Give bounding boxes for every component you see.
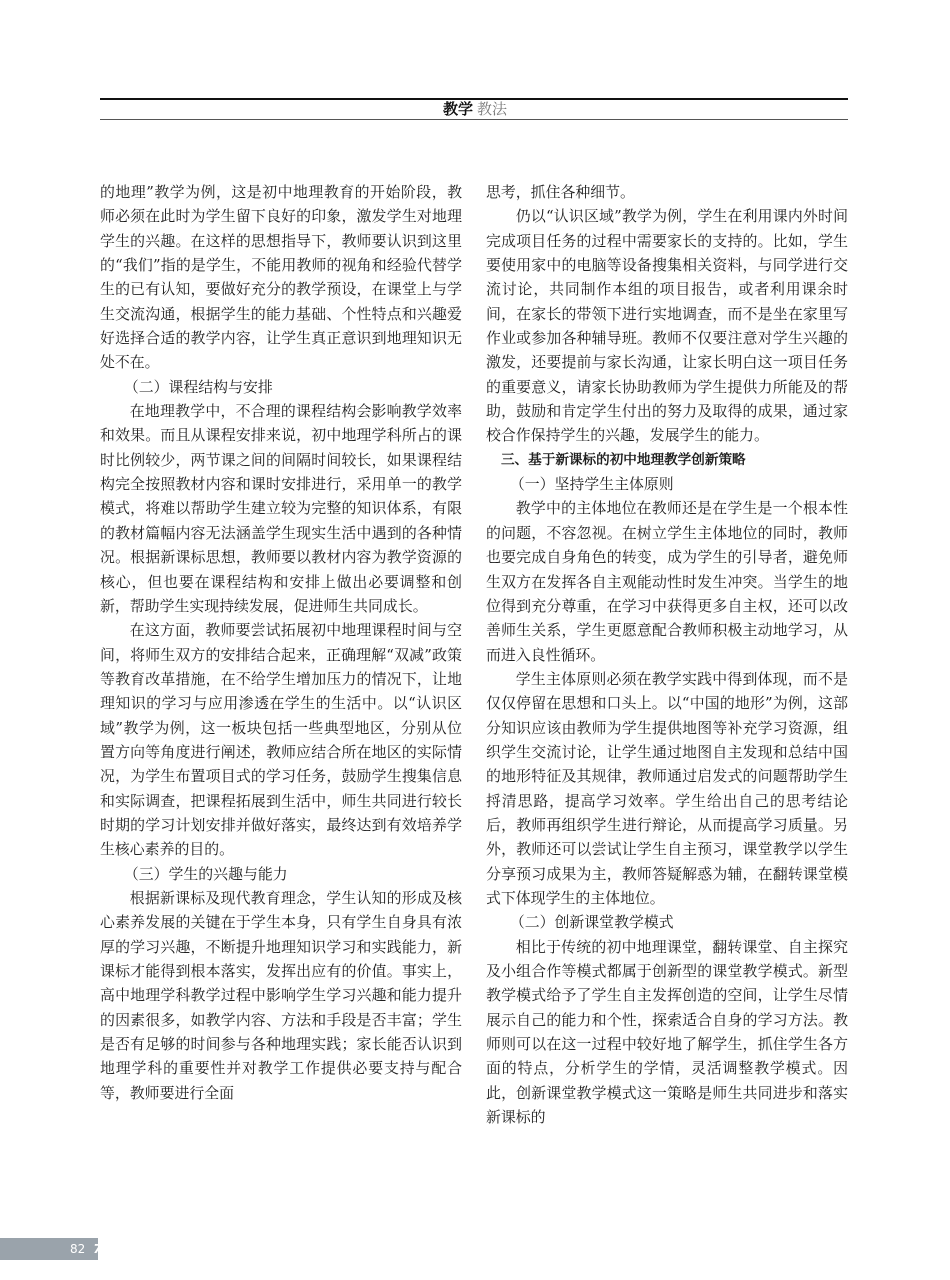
- section-heading: （一）坚持学生主体原则: [509, 475, 674, 494]
- chapter-heading: 三、基于新课标的初中地理教学创新策略: [500, 451, 746, 468]
- paragraph: 的地理”教学为例，这是初中地理教育的开始阶段，教师必须在此时为学生留下良好的印象，激发学生对地理学生的兴趣。在这样的思想指导下，教师要认识到这里的“我们”指的是学生，不能用教师的视角和经验代替学生的已有认知，要做好充分的教学预设，在课堂上与学生交流沟通，根据学生的能力基础、个性特点和兴趣爱好选择合适的教学内容，让学生真正意识到地理知识无处不在。: [100, 183, 462, 372]
- section-heading: （三）学生的兴趣与能力: [123, 864, 288, 883]
- footer: [70, 1240, 139, 1258]
- section-heading: （二）课程结构与安排: [123, 377, 273, 396]
- right-column: [486, 180, 848, 1129]
- paragraph: 仍以“认识区域”教学为例，学生在利用课内外时间完成项目任务的过程中需要家长的支持的。比如，学生要使用家中的电脑等设备搜集相关资料，与同学进行交流讨论，共同制作本组的项目报告，或者利用课余时间，在家长的带领下进行实地调查，而不是坐在家里写作业或参加各种辅导班。教师不仅要注意对学生兴趣的激发，还要提前与家长沟通，让家长明白这一项目任务的重要意义，请家长协助教师为学生提供力所能及的帮助，鼓励和肯定学生付出的努力及取得的成果，通过家校合作保持学生的兴趣，发展学生的能力。: [486, 207, 848, 445]
- paragraph: 教学中的主体地位在教师还是在学生是一个根本性的问题，不容忽视。在树立学生主体地位的同时，教师也要完成自身角色的转变，成为学生的引导者，避免师生双方在发挥各自主观能动性时发生冲突。当学生的地位得到充分尊重，在学习中获得更多自主权，还可以改善师生关系，学生更愿意配合教师积极主动地学习，从而进入良性循环。: [486, 499, 848, 664]
- paragraph: 根据新课标及现代教育理念，学生认知的形成及核心素养发展的关键在于学生本身，只有学生自身具有浓厚的学习兴趣，不断提升地理知识学习和实践能力，新课标才能得到根本落实，发挥出应有的价值。事实上，高中地理学科教学过程中影响学生学习兴趣和能力提升的因素很多，如教学内容、方法和手段是否丰富；学生是否有足够的时间参与各种地理实践；家长能否认识到地理学科的重要性并对教学工作提供必要支持与配合等，教师要进行全面: [100, 888, 462, 1102]
- running-header: [0, 100, 950, 119]
- paragraph: 思考，抓住各种细节。: [486, 183, 635, 201]
- header-rule-bottom: [100, 119, 848, 120]
- page-number: 82: [70, 1242, 86, 1256]
- paragraph: 学生主体原则必须在教学实践中得到体现，而不是仅仅停留在思想和口头上。以“中国的地形”为例，这部分知识应该由教师为学生提供地图等补充学习资源，组织学生交流讨论，让学生通过地图自主发现和总结中国的地形特征及其规律，教师通过启发式的问题帮助学生捋清思路，提高学习效率。学生给出自己的思考结论后，教师再组织学生进行辩论，从而提高学习质量。另外，教师还可以尝试让学生自主预习，课堂教学以学生分享预习成果为主，教师答疑解惑为辅，在翻转课堂模式下体现学生的主体地位。: [486, 669, 848, 907]
- section-heading: （二）创新课堂教学模式: [509, 913, 674, 932]
- header-subsection: 教法: [477, 100, 508, 118]
- left-column: [100, 180, 462, 1105]
- issue-number: 7/2023: [93, 1242, 140, 1256]
- paragraph: 相比于传统的初中地理课堂，翻转课堂、自主探究及小组合作等模式都属于创新型的课堂教学模式。新型教学模式给予了学生自主发挥创造的空间，让学生尽情展示自己的能力和个性，探索适合自身的学习方法。教师则可以在这一过程中较好地了解学生，抓住学生各方面的特点，分析学生的学情，灵活调整教学模式。因此，创新课堂教学模式这一策略是师生共同进步和落实新课标的: [486, 937, 848, 1127]
- paragraph: 在地理教学中，不合理的课程结构会影响教学效率和效果。而且从课程安排来说，初中地理学科所占的课时比例较少，两节课之间的间隔时间较长，如果课程结构完全按照教材内容和课时安排进行，采用单一的教学模式，将难以帮助学生建立较为完整的知识体系，有限的教材篇幅内容无法涵盖学生现实生活中遇到的各种情况。根据新课标思想，教师要以教材内容为教学资源的核心，但也要在课程结构和安排上做出必要调整和创新，帮助学生实现持续发展，促进师生共同成长。: [100, 402, 462, 615]
- header-section: 教学: [442, 100, 473, 118]
- paragraph: 在这方面，教师要尝试拓展初中地理课程时间与空间，将师生双方的安排结合起来，正确理解“双减”政策等教育改革措施，在不给学生增加压力的情况下，让地理知识的学习与应用渗透在学生的生活中。以“认识区域”教学为例，这一板块包括一些典型地区，分别从位置方向等角度进行阐述，教师应结合所在地区的实际情况，为学生布置项目式的学习任务，鼓励学生搜集信息和实际调查，把课程拓展到生活中，师生共同进行较长时期的学习计划安排并做好落实，最终达到有效培养学生核心素养的目的。: [100, 621, 462, 859]
